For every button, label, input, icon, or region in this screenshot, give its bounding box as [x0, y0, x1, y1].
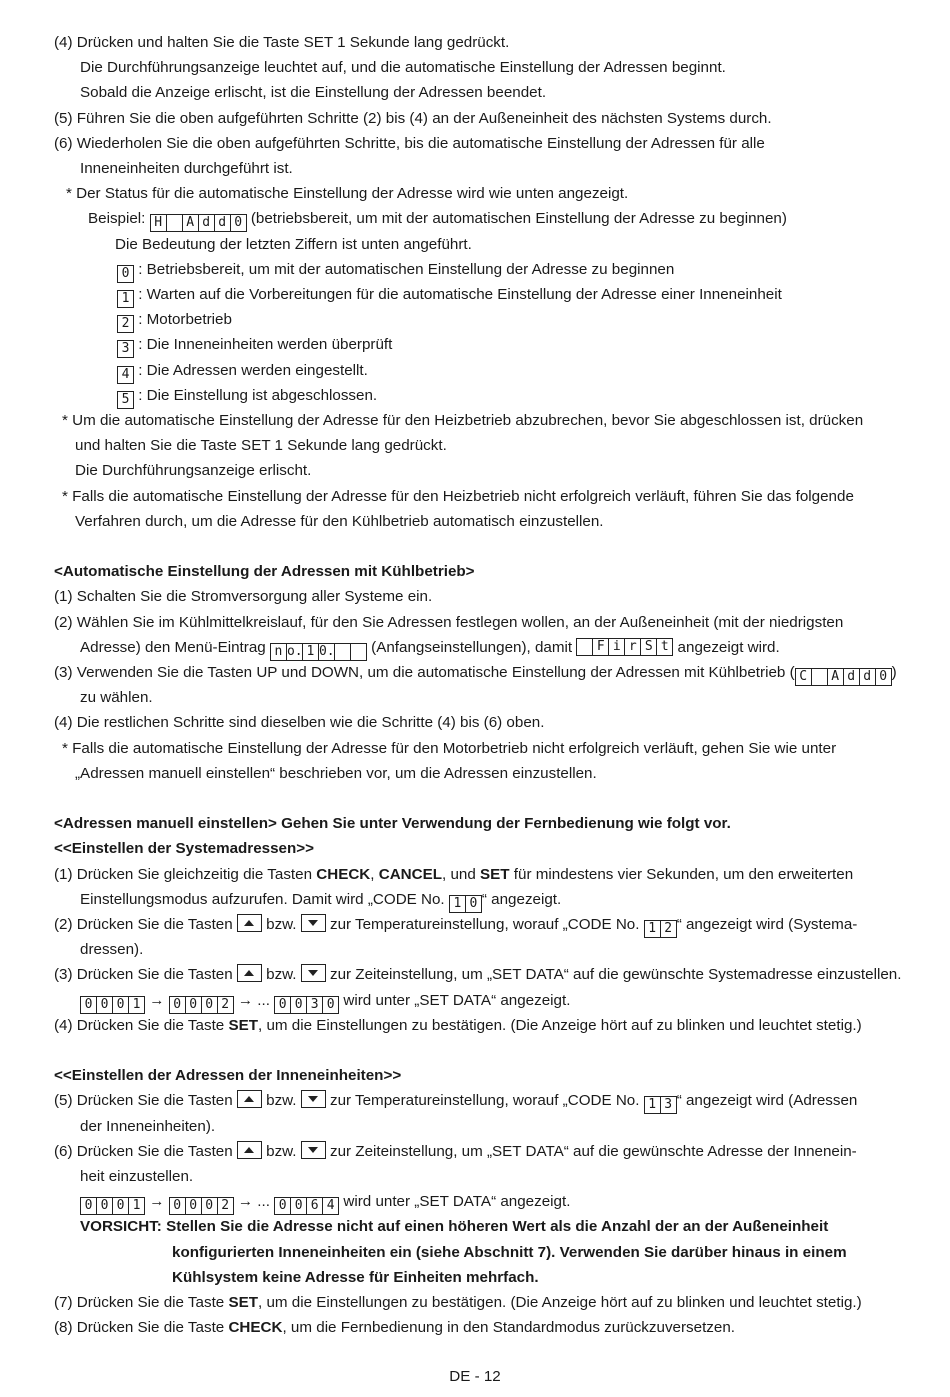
lcd-display: n o. 1 0. — [270, 643, 367, 661]
bold-text: Kühlsystem keine Adresse für Einheiten mehrfach. — [172, 1268, 539, 1286]
text-line — [172, 1265, 539, 1290]
text-line — [80, 887, 561, 912]
text: wird unter „SET DATA“ angezeigt. — [339, 991, 571, 1009]
text: “ angezeigt. — [481, 890, 562, 908]
text: (6) Wiederholen Sie die oben aufgeführten Schritte, bis die automatische Einstellung der Adressen für alle — [54, 134, 765, 152]
text-line — [54, 131, 765, 156]
bold-text: <Automatische Einstellung der Adressen mit Kühlbetrieb> — [54, 563, 475, 581]
text: bzw. — [261, 1092, 301, 1110]
up-arrow-key-icon — [237, 1090, 262, 1108]
text-line — [75, 509, 604, 534]
lcd-display: 1 0 — [449, 895, 482, 913]
text: (2) Wählen Sie im Kühlmittelkreislauf, für den Sie Adressen festlegen wollen, an der Außeneinheit (mit der niedrigsten — [54, 613, 844, 631]
text-line — [172, 1240, 847, 1265]
text: , um die Einstellungen zu bestätigen. (Die Anzeige hört auf zu blinken und leuchtet stetig.) — [258, 1294, 862, 1311]
text: “ angezeigt wird (Systema- — [676, 916, 858, 933]
up-arrow-key-icon — [237, 914, 262, 932]
text: (1) Drücken Sie gleichzeitig die Tasten — [54, 865, 317, 883]
text: (2) Drücken Sie die Tasten — [54, 916, 237, 933]
text: (4) Drücken und halten Sie die Taste SET 1 Sekunde lang gedrückt. — [54, 34, 510, 51]
text: bzw. — [261, 916, 301, 933]
text: , um die Fernbedienung in den Standardmodus zurückzuversetzen. — [282, 1319, 736, 1337]
bold-text: CHECK — [316, 865, 371, 883]
text: wird unter „SET DATA“ angezeigt. — [339, 1193, 571, 1211]
text: (6) Drücken Sie die Tasten — [54, 1142, 237, 1160]
text-line — [117, 307, 232, 332]
text-line — [62, 408, 863, 433]
bold-text: SET — [480, 865, 510, 883]
text: , und — [442, 865, 481, 883]
text: : Warten auf die Vorbereitungen für die automatische Einstellung der Adresse einer Inneneinheit — [134, 286, 782, 303]
text-line — [54, 836, 314, 861]
lcd-display: H A d d 0 — [150, 214, 247, 232]
text: (5) Führen Sie die oben aufgeführten Schritte (2) bis (4) an der Außeneinheit des nächsten Systems durch. — [54, 109, 772, 127]
text: zur Temperatureinstellung, worauf „CODE No. — [325, 916, 644, 933]
page-number: DE - 12 — [449, 1368, 501, 1385]
bold-text: <Adressen manuell einstellen> Gehen Sie unter Verwendung der Fernbedienung wie folgt vor. — [54, 815, 731, 833]
text-line — [54, 1088, 857, 1113]
text-line — [80, 1164, 193, 1189]
text-line — [54, 912, 857, 937]
text-line — [75, 761, 597, 786]
text: für mindestens vier Sekunden, um den erweiterten — [509, 865, 854, 883]
bold-text: SET — [228, 1294, 259, 1311]
lcd-display: F i r S t — [576, 638, 673, 656]
text-line — [54, 962, 901, 987]
text: dressen). — [80, 941, 144, 959]
text: bzw. — [261, 1142, 301, 1160]
text: Die Durchführungsanzeige erlischt. — [75, 462, 312, 480]
text: , um die Einstellungen zu bestätigen. (Die Anzeige hört auf zu blinken und leuchtet stetig.) — [258, 1016, 862, 1034]
text-line — [54, 1063, 401, 1088]
text-line — [54, 584, 432, 609]
lcd-display: 0 0 0 2 — [169, 996, 234, 1014]
text-line — [54, 1315, 735, 1340]
lcd-display: 0 0 0 2 — [169, 1197, 234, 1215]
down-arrow-key-icon — [301, 1141, 326, 1159]
bold-text: SET — [228, 1016, 259, 1034]
text-line — [80, 1114, 215, 1139]
text: “ angezeigt wird (Adressen — [676, 1092, 858, 1110]
text-line — [88, 206, 787, 231]
text-line — [80, 1189, 570, 1214]
text-line — [80, 156, 293, 181]
text-line — [62, 484, 854, 509]
text: bzw. — [261, 966, 301, 984]
lcd-display: 0 — [117, 265, 134, 283]
text-line — [117, 383, 377, 408]
text: (Anfangseinstellungen), damit — [366, 638, 577, 656]
text-line — [75, 433, 447, 458]
text-line — [117, 332, 392, 357]
text-line — [54, 610, 843, 635]
text-line — [62, 736, 836, 761]
text: zur Zeiteinstellung, um „SET DATA“ auf die gewünschte Adresse der Innenein- — [325, 1142, 857, 1160]
bold-text: CHECK — [228, 1319, 283, 1337]
text: Verfahren durch, um die Adresse für den Kühlbetrieb automatisch einzustellen. — [75, 512, 604, 530]
text: Die Bedeutung der letzten Ziffern ist unten angeführt. — [115, 235, 472, 253]
bold-text: VORSICHT: Stellen Sie die Adresse nicht auf einen höheren Wert als die Anzahl der an der Außeneinheit — [80, 1218, 829, 1236]
down-arrow-key-icon — [301, 914, 326, 932]
text: (1) Schalten Sie die Stromversorgung aller Systeme ein. — [54, 588, 433, 606]
text-line — [117, 282, 782, 307]
text-line — [80, 55, 726, 80]
text-line — [80, 988, 570, 1013]
lcd-display: 4 — [117, 366, 134, 384]
text: : Die Einstellung ist abgeschlossen. — [134, 386, 378, 404]
text-line — [80, 635, 780, 660]
bold-text: CANCEL — [378, 865, 443, 883]
text: Die Durchführungsanzeige leuchtet auf, und die automatische Einstellung der Adressen beginnt. — [80, 59, 726, 77]
bold-text: <<Einstellen der Adressen der Inneneinheiten>> — [54, 1067, 402, 1085]
text-line — [115, 232, 472, 257]
text-line — [54, 660, 897, 685]
up-arrow-key-icon — [237, 964, 262, 982]
text: Sobald die Anzeige erlischt, ist die Einstellung der Adressen beendet. — [80, 84, 547, 102]
text: angezeigt wird. — [673, 638, 780, 656]
text: : Betriebsbereit, um mit der automatischen Einstellung der Adresse zu beginnen — [134, 260, 675, 278]
text: (betriebsbereit, um mit der automatischen Einstellung der Adresse zu beginnen) — [246, 210, 787, 228]
text: zu wählen. — [80, 689, 153, 707]
text-line — [54, 106, 772, 131]
lcd-display: 1 — [117, 290, 134, 308]
text: : Motorbetrieb — [134, 311, 232, 329]
text: Einstellungsmodus aufzurufen. Damit wird „CODE No. — [80, 890, 449, 908]
text: * Der Status für die automatische Einstellung der Adresse wird wie unten angezeigt. — [66, 185, 629, 203]
text: „Adressen manuell einstellen“ beschrieben vor, um die Adressen einzustellen. — [75, 764, 597, 782]
text-line — [54, 559, 475, 584]
text-line — [80, 1214, 828, 1239]
text-line — [54, 30, 509, 55]
up-arrow-key-icon — [237, 1141, 262, 1159]
bold-text: <<Einstellen der Systemadressen>> — [54, 840, 315, 858]
text: Adresse) den Menü-Eintrag — [80, 638, 270, 656]
text-line — [54, 811, 731, 836]
text: (3) Drücken Sie die Tasten — [54, 966, 237, 984]
text: zur Temperatureinstellung, worauf „CODE No. — [325, 1092, 644, 1110]
text: (3) Verwenden Sie die Tasten UP und DOWN, um die automatische Einstellung der Adressen mit Kühlbetrieb ( — [54, 664, 795, 681]
text: : Die Adressen werden eingestellt. — [134, 361, 368, 379]
text-line — [54, 862, 853, 887]
text: Beispiel: — [88, 210, 150, 228]
text-line — [75, 458, 311, 483]
text-line — [66, 181, 628, 206]
text: der Inneneinheiten). — [80, 1117, 216, 1135]
down-arrow-key-icon — [301, 964, 326, 982]
lcd-display: 0 0 3 0 — [274, 996, 339, 1014]
lcd-display: C A d d 0 — [795, 668, 892, 686]
bold-text: konfigurierten Inneneinheiten ein (siehe Abschnitt 7). Verwenden Sie darüber hinaus in einem — [172, 1243, 847, 1261]
lcd-display: 3 — [117, 340, 134, 358]
lcd-display: 1 3 — [644, 1096, 677, 1114]
text: → — [145, 991, 169, 1009]
text: (4) Drücken Sie die Taste — [54, 1016, 229, 1034]
text: * Falls die automatische Einstellung der Adresse für den Heizbetrieb nicht erfolgreich verläuft, führen Sie das folgende — [62, 487, 854, 505]
text: (4) Die restlichen Schritte sind dieselben wie die Schritte (4) bis (6) oben. — [54, 714, 545, 732]
lcd-display: 5 — [117, 391, 134, 409]
text-line — [117, 257, 674, 282]
text-line — [54, 1290, 862, 1315]
text-line — [80, 937, 143, 962]
lcd-display: 0 0 0 1 — [80, 1197, 145, 1215]
text: (8) Drücken Sie die Taste — [54, 1319, 229, 1337]
lcd-display: 0 0 6 4 — [274, 1197, 339, 1215]
down-arrow-key-icon — [301, 1090, 326, 1108]
lcd-display: 2 — [117, 315, 134, 333]
text: → — [145, 1193, 169, 1211]
text: * Falls die automatische Einstellung der Adresse für den Motorbetrieb nicht erfolgreich verläuft, gehen Sie wie unter — [62, 739, 837, 757]
text: → ... — [233, 991, 275, 1009]
lcd-display: 0 0 0 1 — [80, 996, 145, 1014]
text: : Die Inneneinheiten werden überprüft — [134, 336, 393, 354]
text-line — [80, 80, 546, 105]
text-line — [80, 685, 153, 710]
text: (5) Drücken Sie die Tasten — [54, 1092, 237, 1110]
text: * Um die automatische Einstellung der Adresse für den Heizbetrieb abzubrechen, bevor Sie abgeschlossen ist, drücken — [62, 412, 864, 429]
text: Inneneinheiten durchgeführt ist. — [80, 160, 293, 177]
text: heit einzustellen. — [80, 1168, 194, 1185]
lcd-display: 1 2 — [644, 920, 677, 938]
text: zur Zeiteinstellung, um „SET DATA“ auf die gewünschte Systemadresse einzustellen. — [325, 966, 902, 984]
text: , — [370, 865, 379, 883]
text-line — [117, 358, 368, 383]
text-line — [54, 1139, 857, 1164]
text: → ... — [233, 1193, 275, 1211]
text: (7) Drücken Sie die Taste — [54, 1294, 229, 1311]
text-line — [54, 1013, 862, 1038]
text: ) — [891, 664, 897, 681]
text: und halten Sie die Taste SET 1 Sekunde lang gedrückt. — [75, 437, 447, 455]
text-line — [54, 710, 544, 735]
